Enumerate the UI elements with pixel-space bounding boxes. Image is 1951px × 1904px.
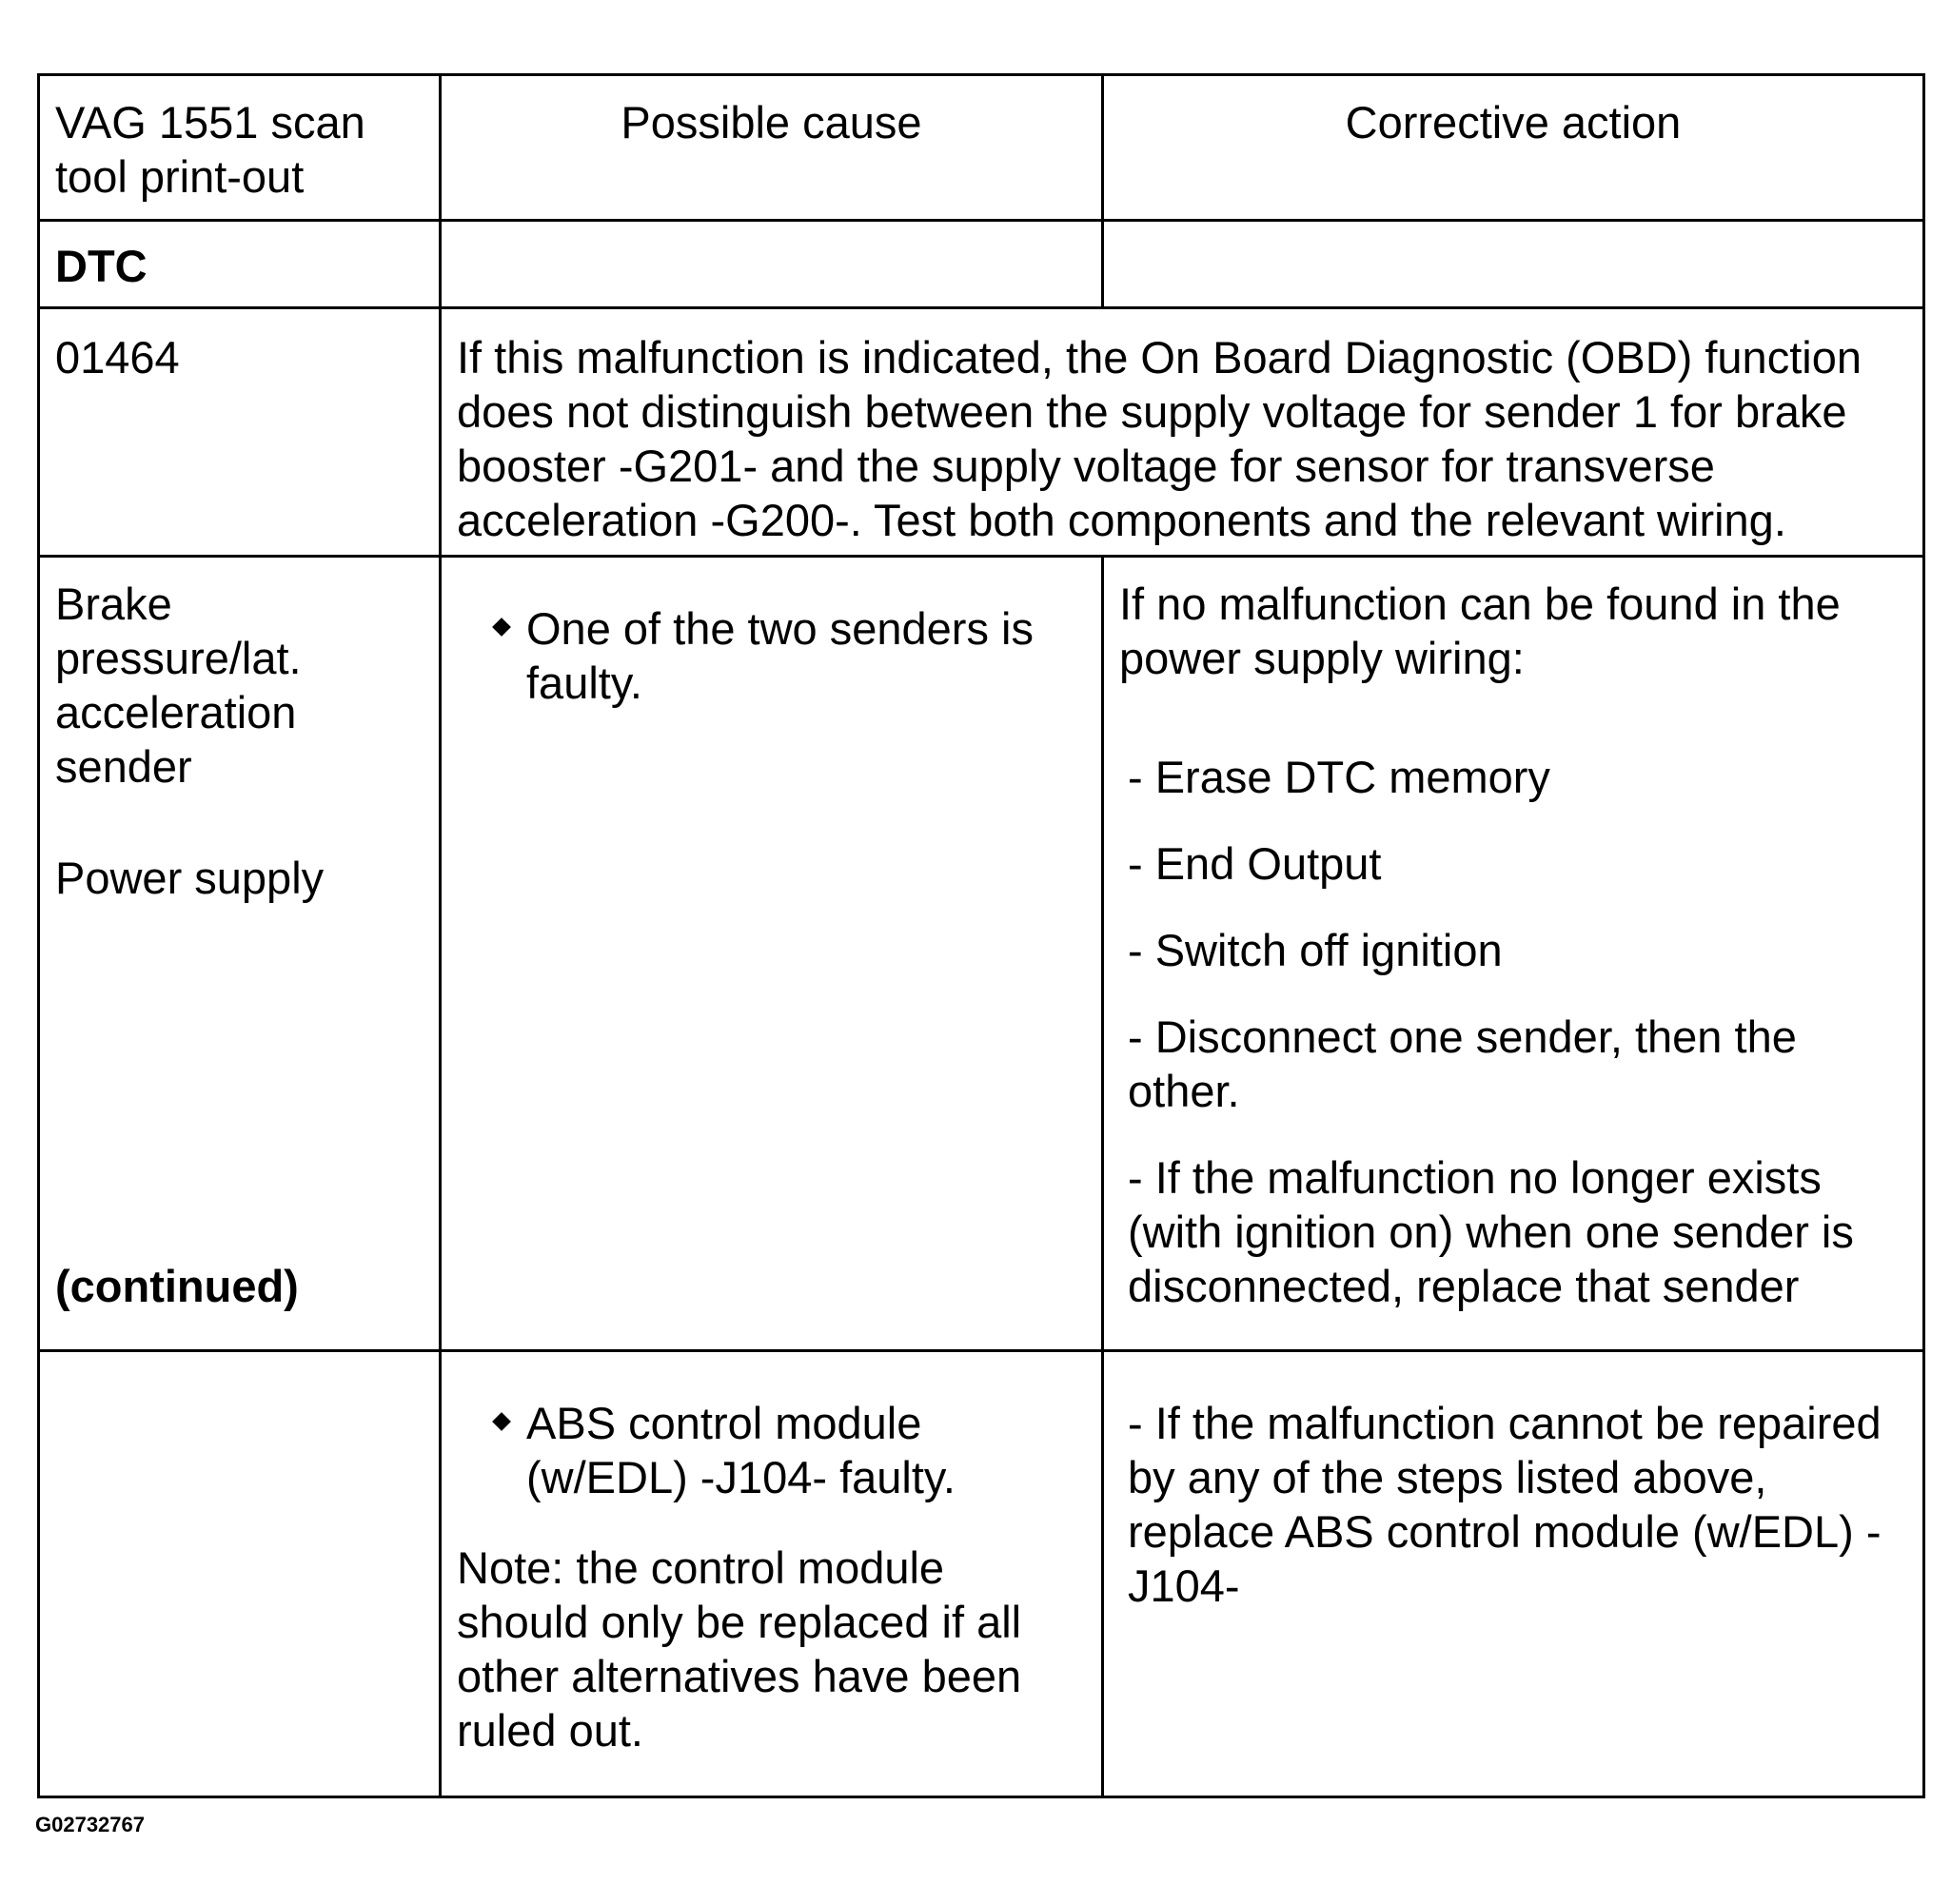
- dtc-label-cell: DTC: [39, 221, 441, 308]
- diagnostic-table: [37, 73, 1925, 1798]
- action-cell: [1103, 557, 1924, 1351]
- dtc-description-cell: If this malfunction is indicated, the On Board Diagnostic (OBD) function does not distinguish between the supply voltage for sender 1 for brake booster -G201- and the supply voltage for sensor for transverse acceleration -G200-. Test both components and the relevant wiring.: [441, 308, 1924, 557]
- diamond-bullet-icon: [492, 1412, 511, 1431]
- header-scan-tool-printout: VAG 1551 scan tool print-out: [39, 75, 441, 221]
- dtc-label-row: [39, 221, 1924, 308]
- action-step: - Switch off ignition: [1128, 925, 1503, 975]
- empty-cell: [39, 1351, 441, 1797]
- power-supply-row: [39, 557, 1924, 1351]
- note-text: Note: the control module should only be replaced if all other alternatives have been ruled out.: [457, 1542, 1022, 1756]
- control-module-row: [39, 1351, 1924, 1797]
- action-step: - End Output: [1128, 838, 1382, 889]
- component-name: Brake pressure/lat. acceleration sender: [55, 579, 302, 792]
- header-corrective-action: Corrective action: [1103, 75, 1924, 221]
- empty-cell: [441, 221, 1103, 308]
- continued-label: (continued): [55, 1261, 299, 1311]
- component-cell: [39, 557, 441, 1351]
- fault-type: Power supply: [55, 853, 325, 903]
- header-possible-cause: Possible cause: [441, 75, 1103, 221]
- diamond-bullet-icon: [492, 618, 511, 637]
- action-intro: If no malfunction can be found in the power supply wiring:: [1119, 579, 1841, 683]
- action-step: - Disconnect one sender, then the other.: [1128, 1011, 1797, 1116]
- cause-bullet-item: ABS control module (w/EDL) -J104- faulty.: [457, 1396, 1059, 1504]
- cause-cell: [441, 557, 1103, 1351]
- action-step: - Erase DTC memory: [1128, 752, 1550, 802]
- action-step: - If the malfunction no longer exists (with ignition on) when one sender is disconnected, replace that sender: [1128, 1152, 1854, 1311]
- figure-id: G02732767: [35, 1813, 145, 1836]
- action-step: - If the malfunction cannot be repaired by any of the steps listed above, replace ABS control module (w/EDL) -J104-: [1128, 1398, 1882, 1611]
- dtc-code-cell: 01464: [39, 308, 441, 557]
- header-row: [39, 75, 1924, 221]
- cause-cell: [441, 1351, 1103, 1797]
- dtc-code-row: [39, 308, 1924, 557]
- empty-cell: [1103, 221, 1924, 308]
- cause-bullet-item: One of the two senders is faulty.: [457, 601, 1082, 710]
- action-cell: [1103, 1351, 1924, 1797]
